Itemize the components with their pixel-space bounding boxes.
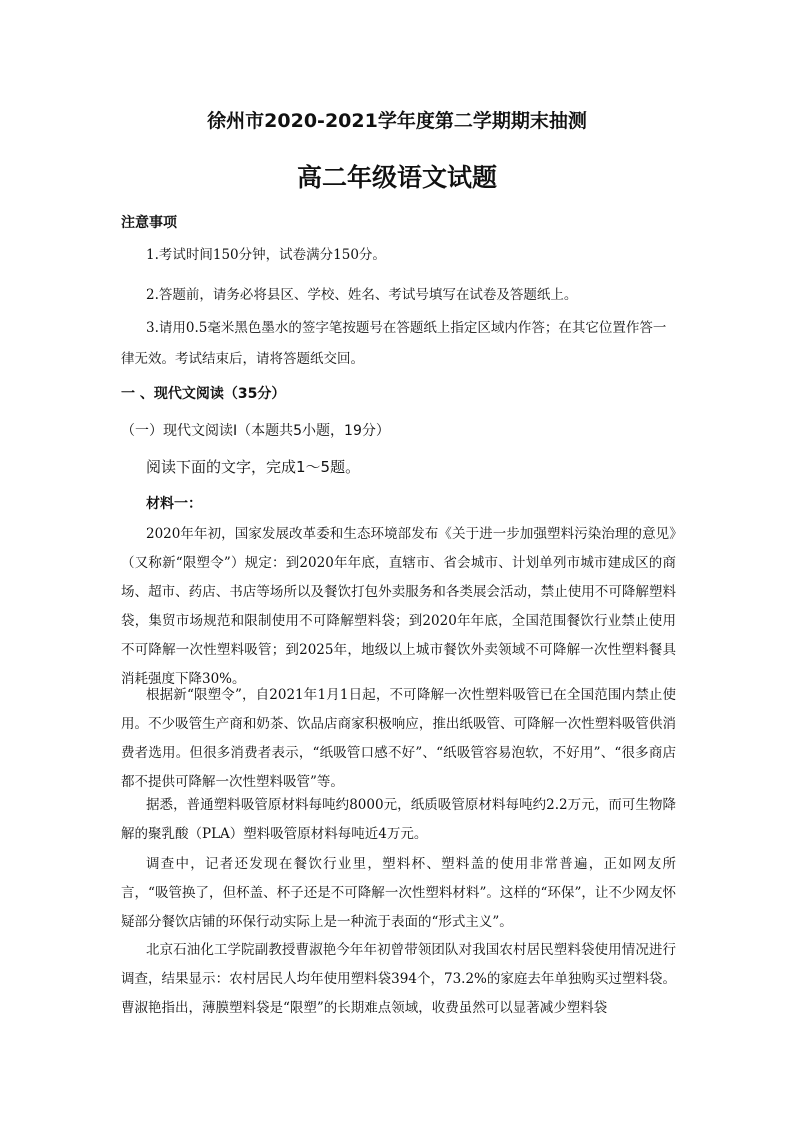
paragraph-4: 调查中，记者还发现在餐饮行业里，塑料杯、塑料盖的使用非常普遍，正如网友所言，“吸管换了，但杯盖、杯子还是不可降解一次性塑料材料”。这样的“环保”，让不少网友怀疑部分餐饮店铺的环保行动实际上是一种流于表面的“形式主义”。	[121, 856, 676, 930]
exam-title: 徐州市2020-2021学年度第二学期期末抽测	[207, 110, 587, 132]
subsection-heading: （一）现代文阅读Ⅰ（本题共5小题，19分）	[121, 423, 390, 439]
notice-heading: 注意事项	[121, 215, 177, 231]
paragraph-2: 根据新“限塑令”，自2021年1月1日起，不可降解一次性塑料吸管已在全国范围内禁止使用。不少吸管生产商和奶茶、饮品店商家积极响应，推出纸吸管、可降解一次性塑料吸管供消费者选用。但很多消费者表示，“纸吸管口感不好”、“纸吸管容易泡软，不好用”、“很多商店都不提供可降解一次性塑料吸管”等。	[121, 687, 676, 790]
paragraph-5: 北京石油化工学院副教授曹淑艳今年年初曾带领团队对我国农村居民塑料袋使用情况进行调查，结果显示：农村居民人均年使用塑料袋394个，73.2%的家庭去年单独购买过塑料袋。曹淑艳指出，薄膜塑料袋是“限塑”的长期难点领域，收费虽然可以显著减少塑料袋	[121, 942, 676, 1016]
section-heading: 一 、现代文阅读（35分）	[121, 386, 286, 402]
paragraph-1: 2020年年初，国家发展改革委和生态环境部发布《关于进一步加强塑料污染治理的意见》（又称新“限塑令”）规定：到2020年年底，直辖市、省会城市、计划单列市城市建成区的商场、超市、药店、书店等场所以及餐饮打包外卖服务和各类展会活动，禁止使用不可降解塑料袋，集贸市场规范和限制使用不可降解塑料袋；到2020年年底，全国范围餐饮行业禁止使用不可降解一次性塑料吸管；到2025年，地级以上城市餐饮外卖领域不可降解一次性塑料餐具消耗强度下降30%。	[121, 526, 676, 687]
notice-item-3: 3.请用0.5毫米黑色墨水的签字笔按题号在答题纸上指定区域内作答；在其它位置作答一律无效。考试结束后，请将答题纸交回。	[121, 320, 667, 367]
exam-subtitle: 高二年级语文试题	[296, 163, 497, 192]
notice-item-1: 1.考试时间150分钟，试卷满分150分。	[146, 247, 386, 263]
material-label: 材料一：	[146, 496, 202, 512]
paragraph-3: 据悉，普通塑料吸管原材料每吨约8000元，纸质吸管原材料每吨约2.2万元，而可生物降解的聚乳酸（PLA）塑料吸管原材料每吨近4万元。	[121, 797, 676, 842]
reading-instruction: 阅读下面的文字，完成1～5题。	[146, 458, 361, 476]
notice-item-2: 2.答题前，请务必将县区、学校、姓名、考试号填写在试卷及答题纸上。	[146, 287, 578, 303]
